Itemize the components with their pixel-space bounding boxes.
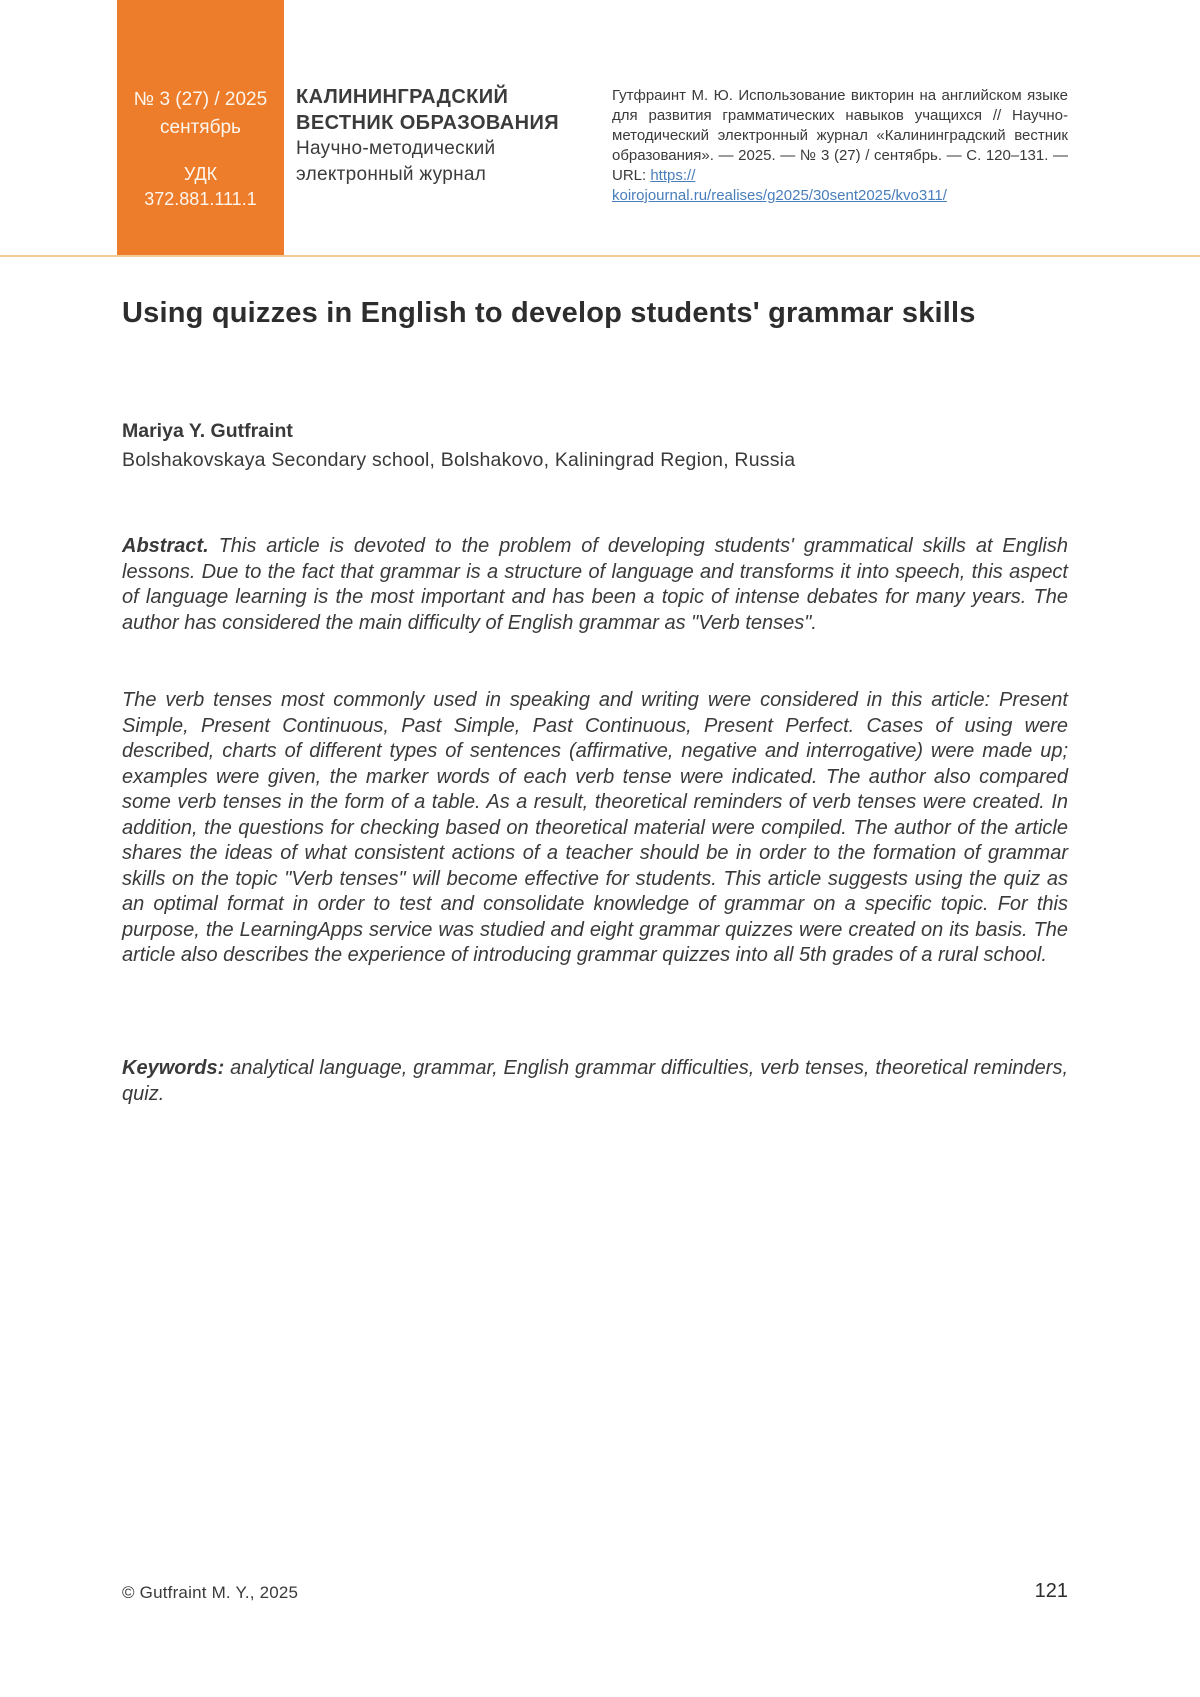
abstract-label: Abstract. <box>122 535 209 557</box>
header-divider <box>0 255 1200 257</box>
abstract-text: This article is devoted to the problem of developing students' grammatical skills at English lessons. Due to the fact that grammar is a structure of language and transforms it into speech, this aspect of language learning is the most important and has been a topic of intense debates for many years. The author has considered the main difficulty of English grammar as "Verb tenses". <box>122 535 1068 634</box>
author-affiliation: Bolshakovskaya Secondary school, Bolshakovo, Kaliningrad Region, Russia <box>122 449 796 471</box>
author-name: Mariya Y. Gutfraint <box>122 420 293 442</box>
citation-link-line2: koirojournal.ru/realises/g2025/30sent2025/kvo311/ <box>612 187 947 204</box>
copyright-text: © Gutfraint M. Y., 2025 <box>122 1583 299 1602</box>
citation-link-line1: https:// <box>650 167 696 184</box>
journal-name-line2: ВЕСТНИК ОБРАЗОВАНИЯ <box>296 112 559 134</box>
journal-name-line1: КАЛИНИНГРАДСКИЙ <box>296 86 509 108</box>
journal-title-block <box>296 84 559 188</box>
keywords-text: analytical language, grammar, English grammar difficulties, verb tenses, theoretical reminders, quiz. <box>122 1057 1069 1105</box>
page-number: 121 <box>1034 1580 1068 1602</box>
udk-label: УДК <box>183 164 218 184</box>
keywords-paragraph <box>122 1056 1068 1107</box>
journal-subtitle-line2: электронный журнал <box>296 164 487 185</box>
citation-block <box>612 86 1068 206</box>
abstract-paragraph <box>122 534 1068 636</box>
issue-number: № 3 (27) / 2025 <box>133 89 268 110</box>
udk-block <box>117 162 284 212</box>
issue-box <box>117 0 284 257</box>
citation-text: Гутфраинт М. Ю. Использование викторин на английском языке для развития грамматических навыков учащихся // Научно-методический электронный журнал «Калининградский вестник образования». — 2025. — № 3 (27) / сентябрь. — С. 120–131. — URL: <box>612 87 1068 184</box>
citation-link[interactable] <box>612 167 947 204</box>
body-paragraph: The verb tenses most commonly used in speaking and writing were considered in this article: Present Simple, Present Continuous, Past Simple, Past Continuous, Present Perfect. Cases of using were described, charts of different types of sentences (affirmative, negative and interrogative) were made up; examples were given, the marker words of each verb tense were indicated. The author also compared some verb tenses in the form of a table. As a result, theoretical reminders of verb tenses were created. In addition, the questions for checking based on theoretical material were compiled. The author of the article shares the ideas of what consistent actions of a teacher should be in order to the formation of grammar skills on the topic "Verb tenses" will become effective for students. This article suggests using the quiz as an optimal format in order to test and consolidate knowledge of grammar on a specific topic. For this purpose, the LearningApps service was studied and eight grammar quizzes were created on its basis. The article also describes the experience of introducing grammar quizzes into all 5th grades of a rural school. <box>122 689 1068 966</box>
issue-month: сентябрь <box>160 117 241 138</box>
udk-number: 372.881.111.1 <box>144 189 257 209</box>
article-title: Using quizzes in English to develop students' grammar skills <box>122 297 976 329</box>
keywords-label: Keywords: <box>122 1057 225 1079</box>
journal-subtitle-line1: Научно-методический <box>296 138 496 159</box>
